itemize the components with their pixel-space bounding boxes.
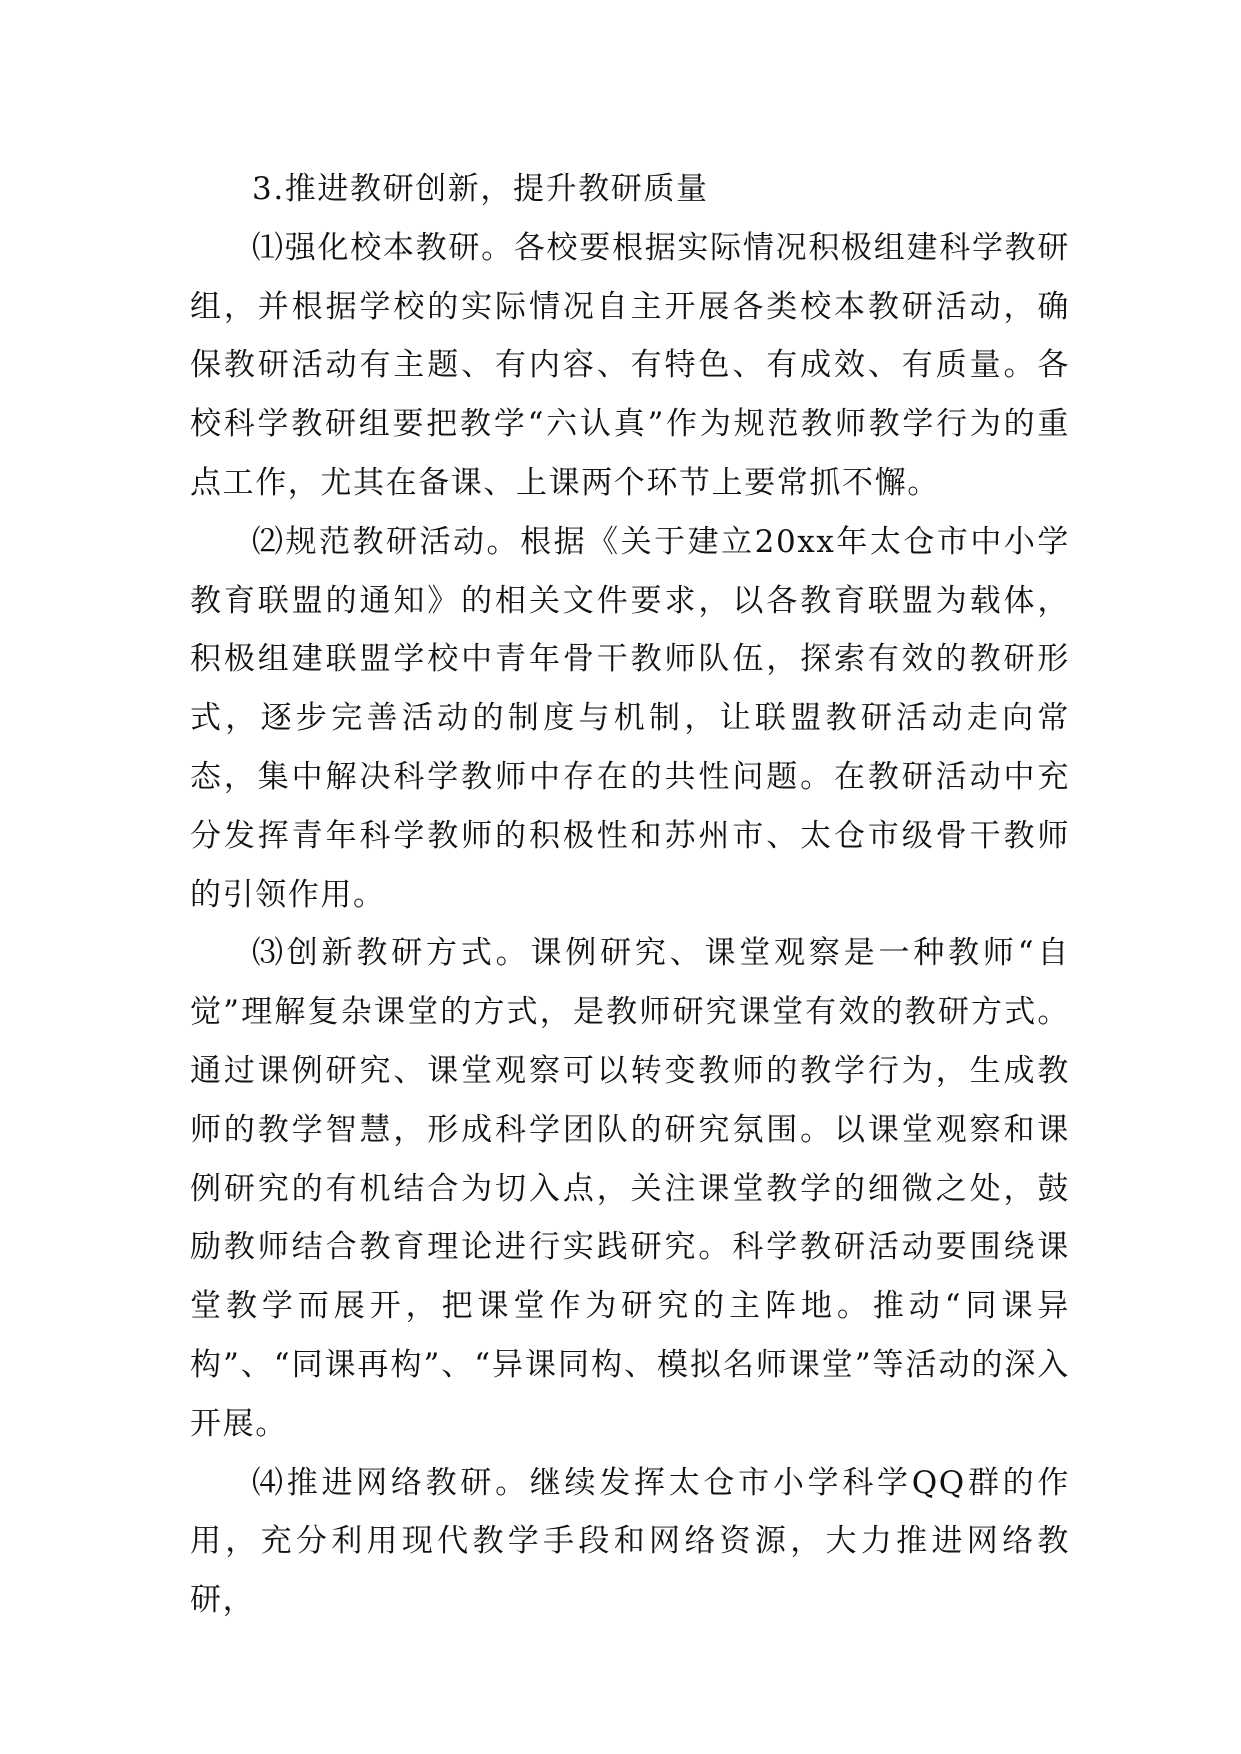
paragraph-standardize-activities: ⑵规范教研活动。根据《关于建立20xx年太仓市中小学教育联盟的通知》的相关文件要求，以各教育联盟为载体，积极组建联盟学校中青年骨干教师队伍，探索有效的教研形式，逐步完善活动的制度与机制，让联盟教研活动走向常态，集中解决科学教师中存在的共性问题。在教研活动中充分发挥青年科学教师的积极性和苏州市、太仓市级骨干教师的引领作用。 — [190, 523, 1070, 913]
paragraph-online-research: ⑷推进网络教研。继续发挥太仓市小学科学QQ群的作用，充分利用现代教学手段和网络资源，大力推进网络教研， — [190, 1464, 1070, 1619]
document-body — [190, 160, 1070, 1630]
paragraph-innovate-methods: ⑶创新教研方式。课例研究、课堂观察是一种教师“自觉”理解复杂课堂的方式，是教师研究课堂有效的教研方式。通过课例研究、课堂观察可以转变教师的教学行为，生成教师的教学智慧，形成科学团队的研究氛围。以课堂观察和课例研究的有机结合为切入点，关注课堂教学的细微之处，鼓励教师结合教育理论进行实践研究。科学教研活动要围绕课堂教学而展开，把课堂作为研究的主阵地。推动“同课异构”、“同课再构”、“异课同构、模拟名师课堂”等活动的深入开展。 — [190, 935, 1070, 1442]
paragraph-school-based-research: ⑴强化校本教研。各校要根据实际情况积极组建科学教研组，并根据学校的实际情况自主开展各类校本教研活动，确保教研活动有主题、有内容、有特色、有成效、有质量。各校科学教研组要把教学“六认真”作为规范教师教学行为的重点工作，尤其在备课、上课两个环节上要常抓不懈。 — [190, 229, 1070, 501]
section-heading: 3.推进教研创新，提升教研质量 — [252, 171, 709, 207]
